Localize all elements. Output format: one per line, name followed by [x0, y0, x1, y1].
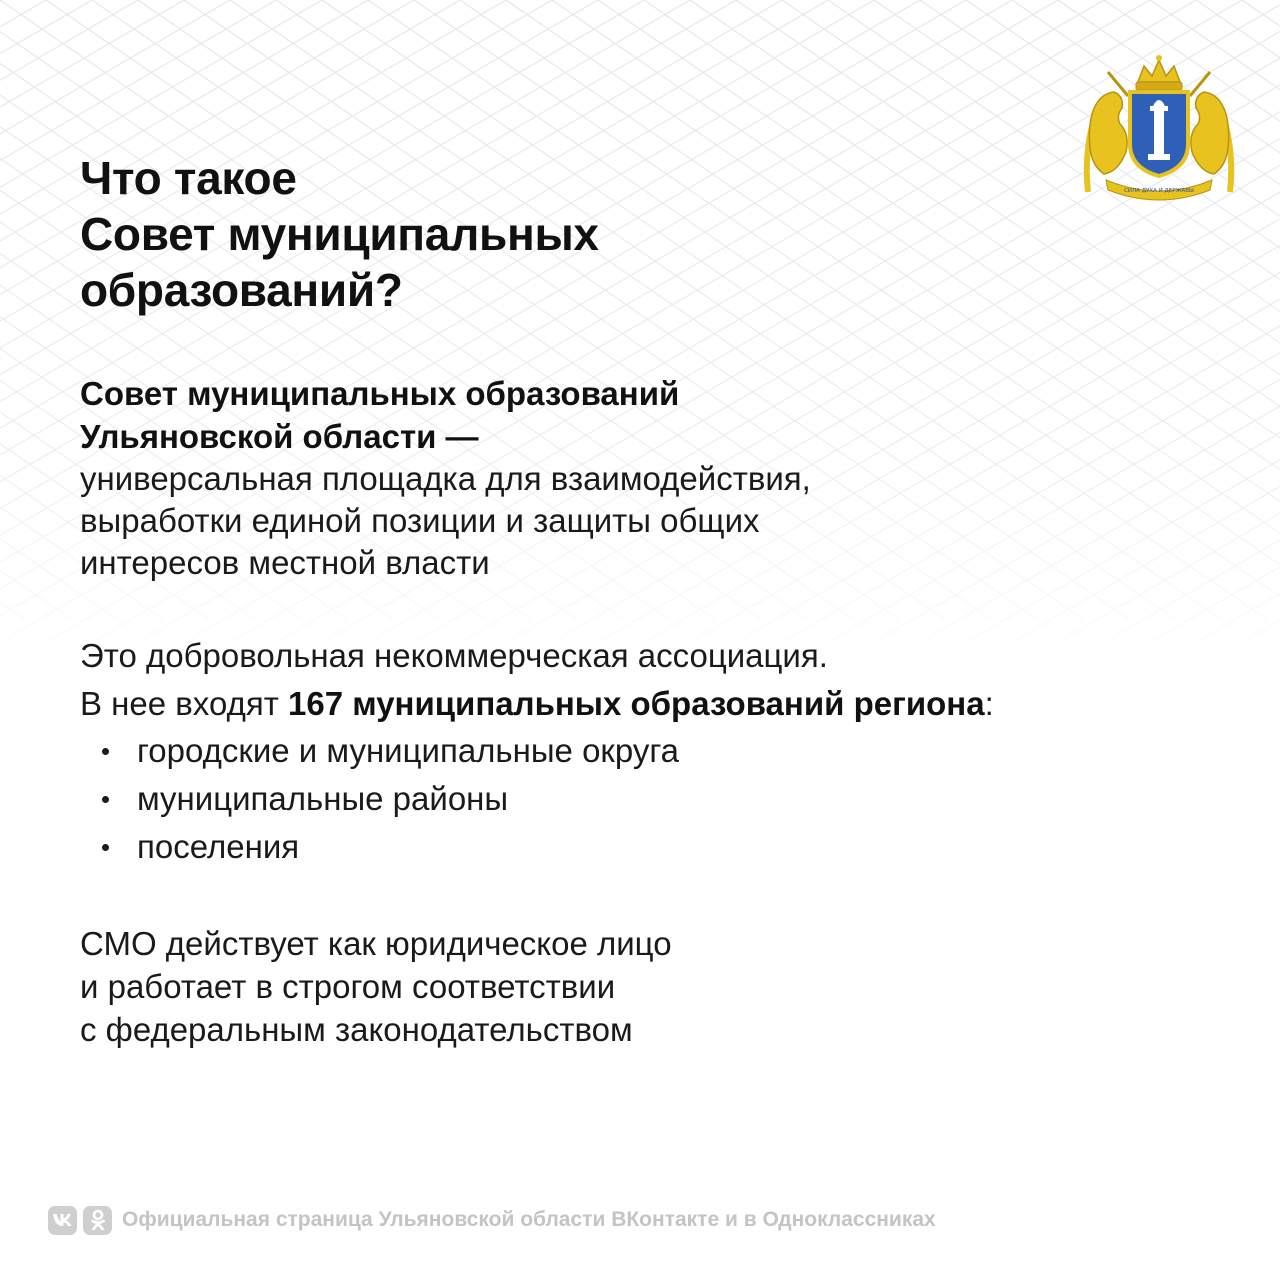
- title-line: Совет муниципальных: [80, 208, 599, 260]
- definition-block: [80, 372, 1200, 584]
- legal-line: с федеральным законодательством: [80, 1011, 633, 1048]
- title-line: Что такое: [80, 152, 297, 204]
- association-block: [80, 632, 1230, 728]
- bullet-icon: [102, 796, 109, 803]
- list-item: [80, 727, 679, 775]
- footer-text: Официальная страница Ульяновской области ВКонтакте и в Одноклассниках: [122, 1208, 936, 1231]
- association-line: Это добровольная некоммерческая ассоциация.: [80, 637, 828, 674]
- definition-description: [80, 458, 1200, 584]
- definition-term: [80, 372, 1200, 458]
- emblem-motto: СИЛА ДУХА И ДЕРЖАВЫ: [1124, 188, 1194, 194]
- description-line: выработки единой позиции и защиты общих: [80, 502, 760, 539]
- members-suffix: :: [984, 685, 994, 722]
- list-item-label: городские и муниципальные округа: [137, 732, 680, 769]
- term-line: Совет муниципальных образований: [80, 375, 680, 412]
- legal-status-block: [80, 922, 672, 1051]
- legal-line: и работает в строгом соответствии: [80, 968, 616, 1005]
- members-line: [80, 680, 1230, 728]
- members-count: 167 муниципальных образований региона: [287, 685, 985, 722]
- list-item-label: муниципальные районы: [137, 780, 509, 817]
- footer: [48, 1204, 936, 1236]
- member-types-list: [80, 727, 679, 871]
- list-item: [80, 823, 679, 871]
- bullet-icon: [102, 748, 109, 755]
- ulyanovsk-coat-of-arms-icon: [1078, 52, 1240, 202]
- description-line: универсальная площадка для взаимодействия,: [80, 460, 811, 497]
- legal-line: СМО действует как юридическое лицо: [80, 925, 672, 962]
- members-prefix: В нее входят: [80, 685, 288, 722]
- list-item: [80, 775, 679, 823]
- title-line: образований?: [80, 264, 403, 316]
- page-title: [80, 150, 599, 318]
- list-item-label: поселения: [137, 828, 300, 865]
- vk-icon[interactable]: [48, 1206, 77, 1235]
- description-line: интересов местной власти: [80, 544, 490, 581]
- odnoklassniki-icon[interactable]: [83, 1206, 112, 1235]
- term-line: Ульяновской области —: [80, 418, 479, 455]
- bullet-icon: [102, 844, 109, 851]
